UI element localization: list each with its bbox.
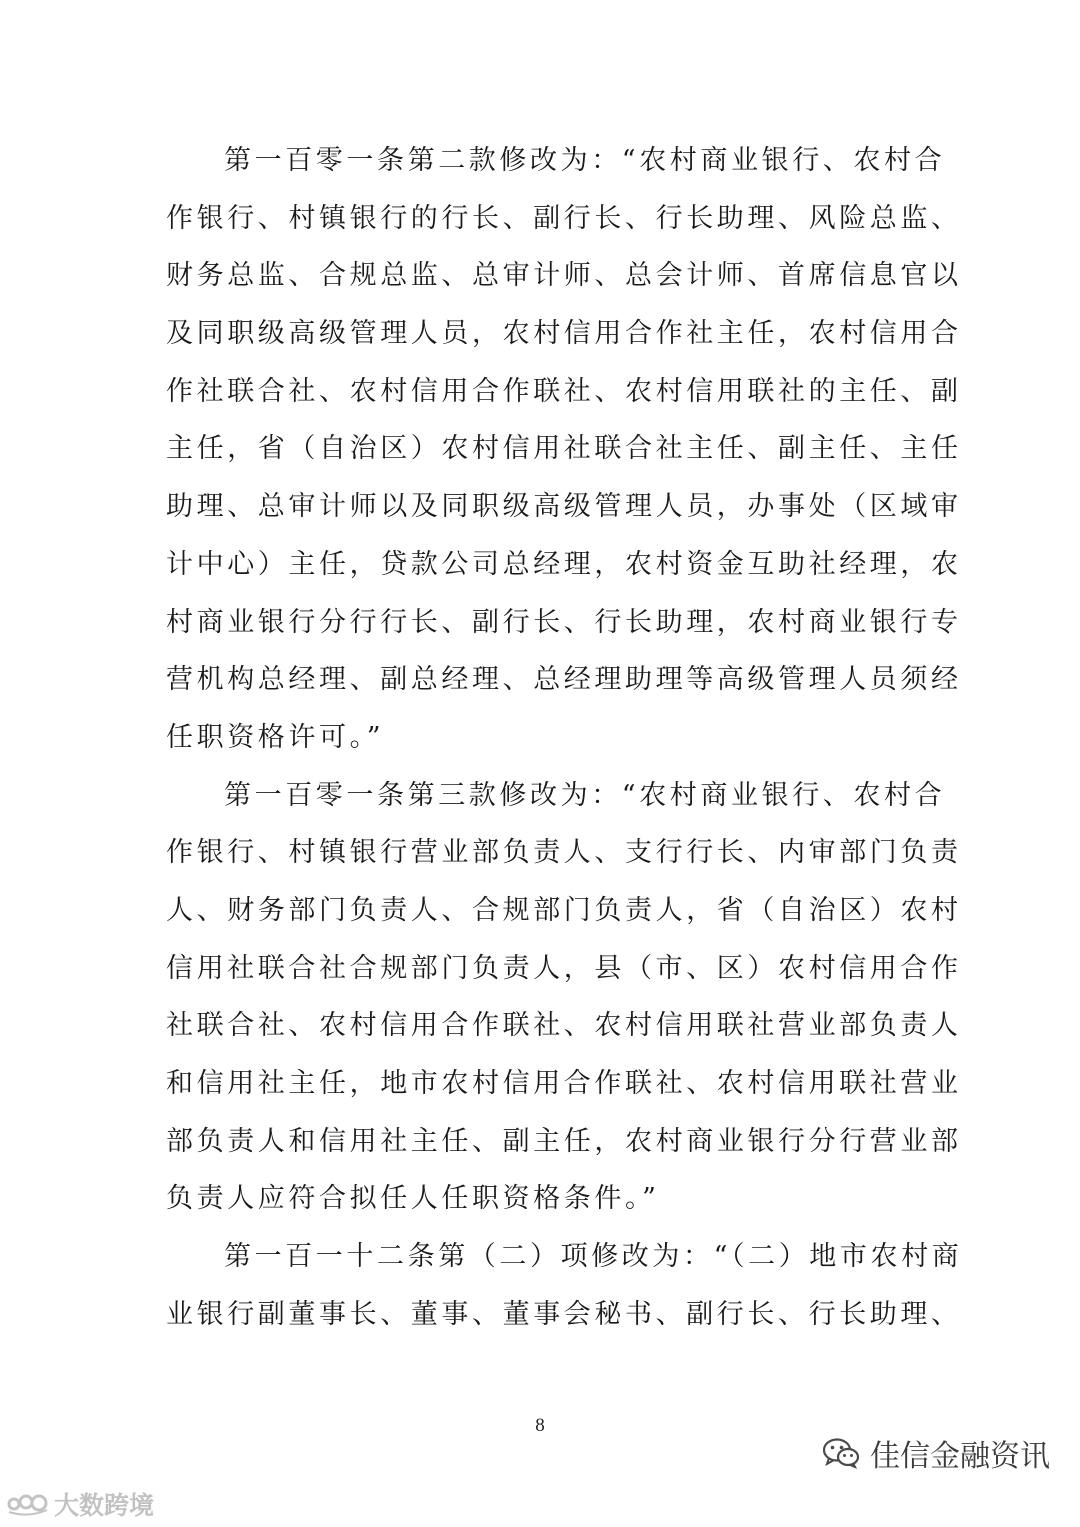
paragraph-2-line-8: 负责人应符合拟任人任职资格条件。” [166, 1183, 660, 1215]
paragraph-1-line-4: 及同职级高级管理人员，农村信用合作社主任，农村信用合 [166, 318, 962, 350]
paragraph-2-line-5: 社联合社、农村信用合作联社、农村信用联社营业部负责人 [166, 1010, 962, 1042]
paragraph-2-line-3: 人、财务部门负责人、合规部门负责人，省（自治区）农村 [166, 894, 962, 926]
document-body [166, 132, 963, 1343]
watermark-right [822, 1431, 1050, 1475]
paragraph-1-line-1: 第一百零一条第二款修改为：“农村商业银行、农村合 [224, 145, 946, 176]
paragraph-3-line-2: 业银行副董事长、董事、董事会秘书、副行长、行长助理、 [166, 1298, 962, 1330]
paragraph-1-line-2: 作银行、村镇银行的行长、副行长、行长助理、风险总监、 [166, 202, 962, 234]
paragraph-1-line-10: 营机构总经理、副总经理、总经理助理等高级管理人员须经 [166, 664, 962, 696]
paragraph-1-line-11: 任职资格许可。” [166, 721, 385, 753]
paragraph-2-line-1: 第一百零一条第三款修改为：“农村商业银行、农村合 [224, 779, 946, 811]
paragraph-2-line-2: 作银行、村镇银行营业部负责人、支行行长、内审部门负责 [166, 837, 962, 869]
paragraph-2-line-4: 信用社联合社合规部门负责人，县（市、区）农村信用合作 [166, 952, 962, 984]
watermark-left [6, 1486, 154, 1522]
paragraph-1-line-8: 计中心）主任，贷款公司总经理，农村资金互助社经理，农 [166, 548, 962, 580]
wechat-icon [822, 1437, 860, 1469]
watermark-right-text: 佳信金融资讯 [870, 1439, 1050, 1474]
paragraph-3-line-1: 第一百一十二条第（二）项修改为：“（二）地市农村商 [224, 1241, 963, 1273]
paragraph-2-line-6: 和信用社主任，地市农村信用合作联社、农村信用联社营业 [166, 1068, 962, 1099]
dashujuajing-logo-icon [6, 1490, 50, 1518]
paragraph-2-line-7: 部负责人和信用社主任、副主任，农村商业银行分行营业部 [166, 1125, 962, 1157]
page-number: 8 [535, 1415, 545, 1436]
paragraph-1-line-5: 作社联合社、农村信用合作联社、农村信用联社的主任、副 [166, 375, 962, 407]
paragraph-1-line-6: 主任，省（自治区）农村信用社联合社主任、副主任、主任 [166, 433, 962, 465]
watermark-left-text: 大数跨境 [54, 1491, 155, 1520]
paragraph-1-line-3: 财务总监、合规总监、总审计师、总会计师、首席信息官以 [166, 260, 962, 292]
paragraph-1-line-9: 村商业银行分行行长、副行长、行长助理，农村商业银行专 [166, 606, 962, 638]
paragraph-1-line-7: 助理、总审计师以及同职级高级管理人员，办事处（区域审 [166, 491, 962, 523]
